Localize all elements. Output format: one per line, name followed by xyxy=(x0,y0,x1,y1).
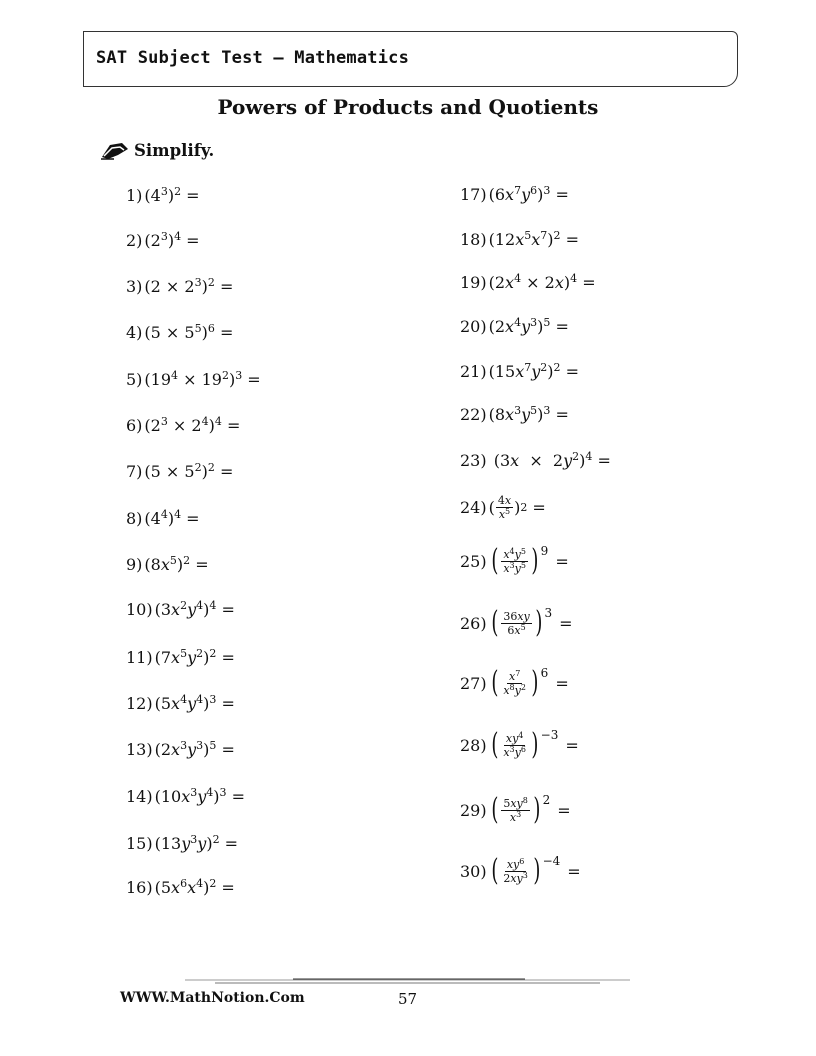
problem-3 xyxy=(126,277,233,296)
problem-7 xyxy=(126,462,233,481)
problem-number: 24) xyxy=(460,498,487,517)
problem-number: 25) xyxy=(460,551,487,571)
problem-expression: $(3x^2y^4)^4$ = xyxy=(154,599,235,619)
problem-number: 5) xyxy=(126,370,143,389)
problem-5 xyxy=(126,370,261,389)
problem-number: 14) xyxy=(126,787,153,806)
problem-number: 1) xyxy=(126,186,143,205)
problem-expression: $(2^3 \times 2^4)^4$ = xyxy=(144,415,241,435)
problem-6 xyxy=(126,416,240,435)
problem-expression: $(8x^5)^2$ = xyxy=(144,554,209,574)
problem-22 xyxy=(460,405,569,424)
problem-expression: ( $\frac{xy^4}{x^3y^6}$ ) −3 = xyxy=(490,727,579,762)
problem-expression: $(4^3)^2$ = xyxy=(144,185,200,205)
problem-20 xyxy=(460,317,569,336)
problem-number: 21) xyxy=(460,362,487,381)
problem-number: 2) xyxy=(126,231,143,250)
instruction xyxy=(100,139,214,161)
footer-url: WWW.MathNotion.Com xyxy=(120,990,305,1006)
header-title: SAT Subject Test – Mathematics xyxy=(96,48,410,68)
footer-divider xyxy=(185,978,630,988)
problem-24 xyxy=(460,494,546,521)
problem-number: 13) xyxy=(126,740,153,759)
problem-expression: $(8x^3y^5)^3$ = xyxy=(488,404,569,424)
problem-number: 12) xyxy=(126,694,153,713)
problem-number: 16) xyxy=(126,878,153,897)
problem-12 xyxy=(126,694,235,713)
problem-expression: $(3x \times 2y^2)^4$ = xyxy=(488,450,611,470)
problem-expression: $(10x^3y^4)^3$ = xyxy=(154,786,246,806)
problem-15 xyxy=(126,834,238,853)
problem-expression: ( $\frac{xy^6}{2xy^3}$ ) −4 = xyxy=(490,853,581,888)
problem-number: 11) xyxy=(126,648,153,667)
problem-26 xyxy=(460,605,573,640)
problem-expression: ( $\frac{x^4y^5}{x^3y^5}$ ) 9 = xyxy=(490,543,569,578)
problem-number: 4) xyxy=(126,323,143,342)
problem-25 xyxy=(460,543,569,578)
problem-14 xyxy=(126,787,245,806)
problem-number: 29) xyxy=(460,800,487,820)
problem-1 xyxy=(126,186,200,205)
problem-10 xyxy=(126,600,235,619)
problem-expression: $(2^3)^4$ = xyxy=(144,230,200,250)
problem-27 xyxy=(460,665,569,700)
problem-number: 9) xyxy=(126,555,143,574)
page-title: Powers of Products and Quotients xyxy=(217,95,599,119)
problem-number: 27) xyxy=(460,673,487,693)
problem-19 xyxy=(460,273,596,292)
problem-number: 28) xyxy=(460,735,487,755)
problem-number: 22) xyxy=(460,405,487,424)
problem-expression: ( $\frac{5xy^8}{x^3}$ ) 2 = xyxy=(490,792,571,827)
problem-29 xyxy=(460,792,571,827)
problem-13 xyxy=(126,740,235,759)
page-number: 57 xyxy=(398,990,418,1008)
instruction-text: Simplify. xyxy=(134,140,215,160)
problem-18 xyxy=(460,230,579,249)
problem-4 xyxy=(126,323,233,342)
problem-28 xyxy=(460,727,579,762)
problem-expression: $(6x^7y^6)^3$ = xyxy=(488,184,569,204)
problem-expression: ( $\frac{4x}{x^5}$ ) 2 = xyxy=(488,494,546,521)
problem-2 xyxy=(126,231,200,250)
problem-23 xyxy=(460,451,611,470)
problem-expression: $(4^4)^4$ = xyxy=(144,508,200,528)
problem-number: 19) xyxy=(460,273,487,292)
problem-expression: $(5x^6x^4)^2$ = xyxy=(154,877,235,897)
problem-number: 3) xyxy=(126,277,143,296)
problem-number: 17) xyxy=(460,185,487,204)
problem-expression: $(2 \times 2^3)^2$ = xyxy=(144,276,234,296)
problem-expression: $(2x^4 \times 2x)^4$ = xyxy=(488,272,596,292)
problem-expression: $(13y^3y)^2$ = xyxy=(154,833,239,853)
problem-16 xyxy=(126,878,235,897)
problem-11 xyxy=(126,648,235,667)
problem-expression: $(5 \times 5^5)^6$ = xyxy=(144,322,234,342)
problem-expression: $(2x^4y^3)^5$ = xyxy=(488,316,569,336)
pencil-hand-icon xyxy=(100,139,130,161)
problem-21 xyxy=(460,362,579,381)
problem-number: 6) xyxy=(126,416,143,435)
problem-expression: $(2x^3y^3)^5$ = xyxy=(154,739,235,759)
problem-number: 30) xyxy=(460,861,487,881)
problem-number: 18) xyxy=(460,230,487,249)
problem-expression: $(19^4 \times 19^2)^3$ = xyxy=(144,369,261,389)
problem-number: 15) xyxy=(126,834,153,853)
problem-expression: $(15x^7y^2)^2$ = xyxy=(488,361,580,381)
problem-expression: $(5x^4y^4)^3$ = xyxy=(154,693,235,713)
problem-number: 8) xyxy=(126,509,143,528)
problem-number: 7) xyxy=(126,462,143,481)
problem-expression: $(5 \times 5^2)^2$ = xyxy=(144,461,234,481)
problem-number: 26) xyxy=(460,613,487,633)
problem-9 xyxy=(126,555,209,574)
problem-number: 23) xyxy=(460,451,487,470)
problem-expression: ( $\frac{x^7}{x^8y^2}$ ) 6 = xyxy=(490,665,569,700)
problem-number: 10) xyxy=(126,600,153,619)
problem-17 xyxy=(460,185,569,204)
problem-30 xyxy=(460,853,581,888)
problem-expression: $(12x^5x^7)^2$ = xyxy=(488,229,580,249)
problem-expression: ( $\frac{36xy}{6x^5}$ ) 3 = xyxy=(490,605,573,640)
problem-expression: $(7x^5y^2)^2$ = xyxy=(154,647,235,667)
problem-number: 20) xyxy=(460,317,487,336)
problem-8 xyxy=(126,509,200,528)
